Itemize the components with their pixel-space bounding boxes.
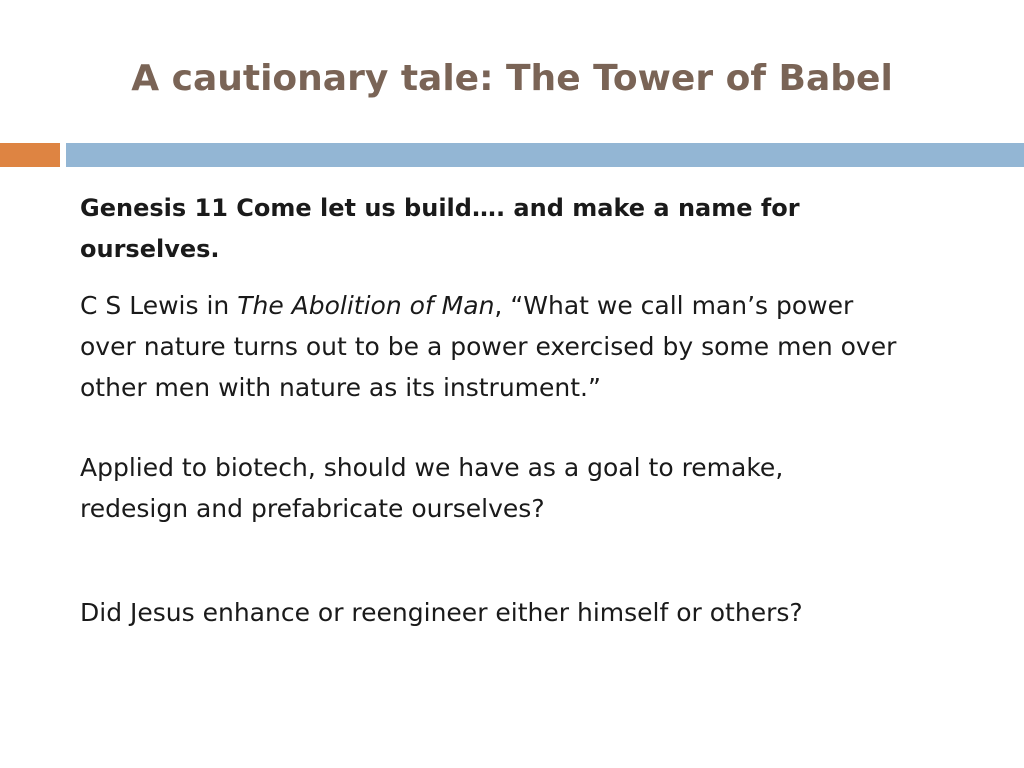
genesis-line-1: Genesis 11 Come let us build…. and make a name for bbox=[80, 194, 800, 222]
lewis-book-title: The Abolition of Man bbox=[237, 291, 495, 320]
jesus-line-1: Did Jesus enhance or reengineer either himself or others? bbox=[80, 598, 803, 627]
accent-bar-orange bbox=[0, 143, 60, 167]
lewis-line-1-rest: , “What we call man’s power bbox=[494, 291, 854, 320]
accent-bar-blue bbox=[66, 143, 1024, 167]
genesis-line-2: ourselves. bbox=[80, 235, 220, 263]
biotech-line-1: Applied to biotech, should we have as a goal to remake, bbox=[80, 453, 784, 482]
slide-body bbox=[80, 188, 980, 633]
jesus-paragraph bbox=[80, 592, 980, 633]
lewis-line-2: over nature turns out to be a power exercised by some men over bbox=[80, 332, 897, 361]
biotech-line-2: redesign and prefabricate ourselves? bbox=[80, 494, 545, 523]
lewis-paragraph bbox=[80, 285, 980, 408]
lewis-line-3: other men with nature as its instrument.” bbox=[80, 373, 601, 402]
slide-title: A cautionary tale: The Tower of Babel bbox=[131, 58, 893, 99]
lewis-prefix: C S Lewis in bbox=[80, 291, 238, 320]
biotech-paragraph bbox=[80, 447, 980, 529]
genesis-paragraph bbox=[80, 188, 980, 270]
